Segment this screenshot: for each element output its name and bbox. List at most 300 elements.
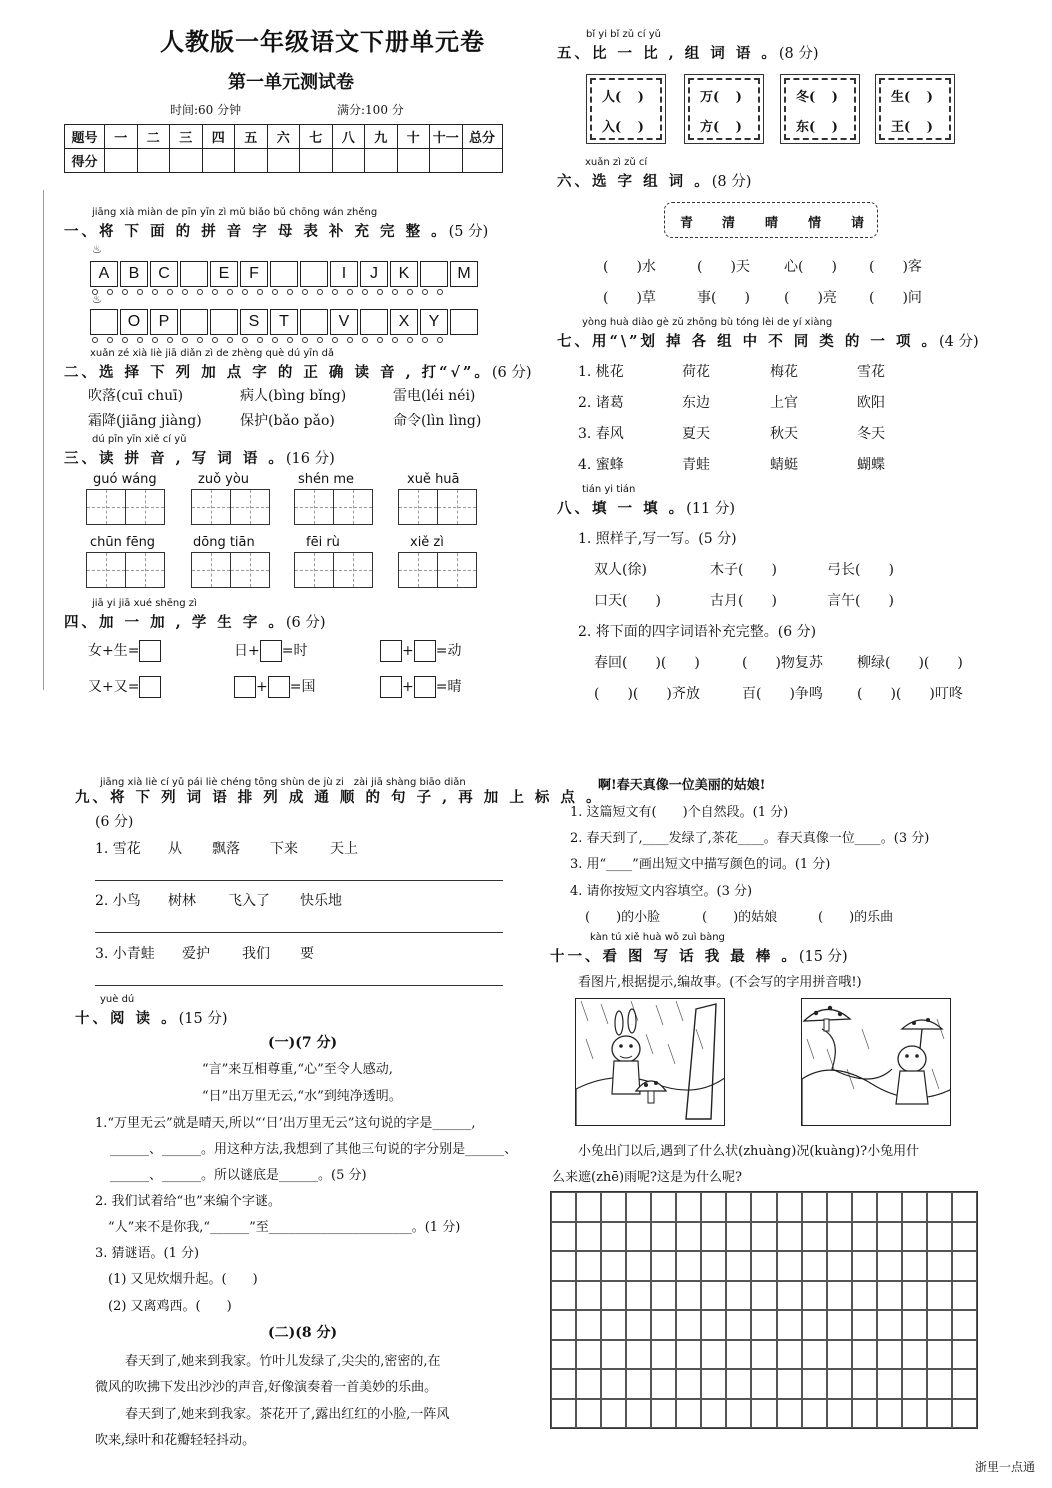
train-car[interactable]: T xyxy=(270,309,298,335)
reading-blank[interactable]: ( )的小脸 xyxy=(585,910,661,925)
train-car[interactable]: F xyxy=(240,261,268,287)
composition-cell[interactable] xyxy=(827,1369,852,1399)
word-pair-item[interactable]: 冬( ) xyxy=(796,90,838,105)
q4-pinyin: jiā yi jiā xué shēng zì xyxy=(92,598,197,609)
q7-option[interactable]: 2. 诸葛 xyxy=(578,395,624,411)
composition-cell[interactable] xyxy=(952,1251,977,1281)
composition-cell[interactable] xyxy=(751,1192,776,1222)
reading-blank[interactable]: ( )的乐曲 xyxy=(818,910,894,925)
q6-blank[interactable]: 事( ) xyxy=(697,290,750,306)
composition-cell[interactable] xyxy=(777,1369,802,1399)
part-one-heading: (一)(7 分) xyxy=(268,1035,338,1051)
q6-blank[interactable]: ( )水 xyxy=(603,259,656,275)
composition-cell[interactable] xyxy=(751,1281,776,1311)
train-car[interactable] xyxy=(450,309,478,335)
composition-cell[interactable] xyxy=(701,1369,726,1399)
q2-item[interactable]: 命令(lìn lìng) xyxy=(393,413,482,429)
composition-cell[interactable] xyxy=(852,1369,877,1399)
composition-cell[interactable] xyxy=(877,1340,902,1370)
train-car[interactable] xyxy=(300,261,328,287)
composition-cell[interactable] xyxy=(827,1222,852,1252)
rabbit-mushroom-picture xyxy=(801,998,951,1126)
composition-cell[interactable] xyxy=(726,1399,751,1429)
score-input[interactable] xyxy=(235,149,268,173)
composition-cell[interactable] xyxy=(601,1251,626,1281)
q7-option[interactable]: 东边 xyxy=(682,395,710,411)
q10-title: 十、阅 读 。(15 分) xyxy=(75,1010,228,1027)
answer-box[interactable] xyxy=(234,676,256,698)
composition-cell[interactable] xyxy=(601,1340,626,1370)
train-car[interactable] xyxy=(360,309,388,335)
q7-option[interactable]: 4. 蜜蜂 xyxy=(578,457,624,473)
train-car[interactable]: S xyxy=(240,309,268,335)
riddle-answer[interactable]: (2) 又离鸡西。( ) xyxy=(108,1299,232,1314)
score-table xyxy=(64,124,503,173)
composition-cell[interactable] xyxy=(852,1281,877,1311)
composition-cell[interactable] xyxy=(701,1222,726,1252)
score-input[interactable] xyxy=(170,149,203,173)
q6-blank[interactable]: ( )草 xyxy=(603,290,656,306)
composition-cell[interactable] xyxy=(726,1222,751,1252)
composition-cell[interactable] xyxy=(726,1281,751,1311)
writing-cell[interactable] xyxy=(86,489,126,525)
composition-cell[interactable] xyxy=(927,1340,952,1370)
score-input[interactable] xyxy=(105,149,138,173)
composition-cell[interactable] xyxy=(676,1192,701,1222)
composition-cell[interactable] xyxy=(676,1310,701,1340)
q7-option[interactable]: 雪花 xyxy=(857,364,885,380)
composition-cell[interactable] xyxy=(726,1251,751,1281)
composition-cell[interactable] xyxy=(576,1251,601,1281)
q8-blank[interactable]: 口天( ) xyxy=(594,593,661,609)
q7-option[interactable]: 上官 xyxy=(770,395,798,411)
score-input[interactable] xyxy=(202,149,235,173)
composition-grid[interactable] xyxy=(550,1191,978,1429)
train-car[interactable]: C xyxy=(150,261,178,287)
writing-cell[interactable] xyxy=(86,552,126,588)
q8-blank[interactable]: ( )( )叮咚 xyxy=(857,686,963,702)
composition-cell[interactable] xyxy=(551,1251,576,1281)
composition-cell[interactable] xyxy=(852,1222,877,1252)
composition-cell[interactable] xyxy=(952,1281,977,1311)
q4-equation: 又+又= xyxy=(88,676,161,698)
reading-question[interactable]: “人”来不是你我,“______”至______________________。(1 分) xyxy=(108,1220,461,1235)
composition-cell[interactable] xyxy=(676,1251,701,1281)
score-input[interactable] xyxy=(332,149,365,173)
writing-cell[interactable] xyxy=(230,489,270,525)
q9-word: 爱护 xyxy=(182,946,210,962)
score-input[interactable] xyxy=(365,149,398,173)
composition-cell[interactable] xyxy=(751,1399,776,1429)
composition-cell[interactable] xyxy=(751,1222,776,1252)
word-pair-item[interactable]: 王( ) xyxy=(891,120,933,135)
train-car[interactable]: I xyxy=(330,261,358,287)
composition-cell[interactable] xyxy=(802,1251,827,1281)
composition-cell[interactable] xyxy=(902,1281,927,1311)
composition-cell[interactable] xyxy=(726,1192,751,1222)
letter-train-1 xyxy=(90,261,480,291)
composition-cell[interactable] xyxy=(802,1281,827,1311)
composition-cell[interactable] xyxy=(551,1399,576,1429)
composition-cell[interactable] xyxy=(751,1369,776,1399)
composition-cell[interactable] xyxy=(676,1281,701,1311)
train-car[interactable]: M xyxy=(450,261,478,287)
train-car[interactable]: Y xyxy=(420,309,448,335)
composition-cell[interactable] xyxy=(927,1281,952,1311)
train-car[interactable]: X xyxy=(390,309,418,335)
composition-cell[interactable] xyxy=(576,1399,601,1429)
composition-cell[interactable] xyxy=(601,1310,626,1340)
q4-equation: 日+ =时 xyxy=(234,640,307,662)
exam-time: 时间:60 分钟 xyxy=(170,103,242,117)
q2-item[interactable]: 霜降(jiāng jiàng) xyxy=(88,413,202,429)
smoke-icon: ♨ xyxy=(92,293,102,306)
train-car[interactable] xyxy=(180,309,208,335)
composition-cell[interactable] xyxy=(576,1369,601,1399)
q8-blank[interactable]: 古月( ) xyxy=(710,593,777,609)
composition-cell[interactable] xyxy=(777,1222,802,1252)
score-input[interactable] xyxy=(137,149,170,173)
margin-line xyxy=(43,190,44,690)
q7-option[interactable]: 冬天 xyxy=(857,426,885,442)
composition-cell[interactable] xyxy=(701,1399,726,1429)
writing-cell[interactable] xyxy=(230,552,270,588)
composition-cell[interactable] xyxy=(902,1399,927,1429)
q8-blank[interactable]: 春回( )( ) xyxy=(594,655,700,671)
composition-cell[interactable] xyxy=(576,1281,601,1311)
composition-cell[interactable] xyxy=(601,1399,626,1429)
answer-box[interactable] xyxy=(260,640,282,662)
composition-cell[interactable] xyxy=(802,1399,827,1429)
composition-cell[interactable] xyxy=(852,1340,877,1370)
composition-cell[interactable] xyxy=(701,1310,726,1340)
composition-cell[interactable] xyxy=(551,1369,576,1399)
writing-cell[interactable] xyxy=(398,489,438,525)
composition-cell[interactable] xyxy=(802,1340,827,1370)
train-car[interactable] xyxy=(210,309,238,335)
composition-cell[interactable] xyxy=(802,1222,827,1252)
answer-box[interactable] xyxy=(414,640,436,662)
composition-cell[interactable] xyxy=(651,1192,676,1222)
train-car[interactable]: E xyxy=(210,261,238,287)
composition-cell[interactable] xyxy=(701,1281,726,1311)
q7-option[interactable]: 秋天 xyxy=(770,426,798,442)
word-pair-item[interactable]: 方( ) xyxy=(700,120,742,135)
q9-word: 天上 xyxy=(330,841,358,857)
composition-cell[interactable] xyxy=(601,1222,626,1252)
q6-blank[interactable]: ( )问 xyxy=(869,290,922,306)
q7-option[interactable]: 夏天 xyxy=(682,426,710,442)
composition-cell[interactable] xyxy=(576,1310,601,1340)
word-pair-item[interactable]: 人( ) xyxy=(602,90,644,105)
composition-cell[interactable] xyxy=(626,1399,651,1429)
composition-cell[interactable] xyxy=(902,1222,927,1252)
q8-blank[interactable]: 弓长( ) xyxy=(827,562,894,578)
composition-cell[interactable] xyxy=(952,1192,977,1222)
q9-points: (6 分) xyxy=(95,814,134,830)
train-car[interactable] xyxy=(180,261,208,287)
writing-cell[interactable] xyxy=(333,552,373,588)
writing-cell[interactable] xyxy=(294,489,334,525)
score-input[interactable] xyxy=(267,149,300,173)
writing-cell[interactable] xyxy=(191,552,231,588)
q9-word: 3. 小青蛙 xyxy=(95,946,155,962)
reading-question: 3. 猜谜语。(1 分) xyxy=(95,1246,200,1261)
writing-cell[interactable] xyxy=(125,489,165,525)
composition-cell[interactable] xyxy=(676,1399,701,1429)
reading-question[interactable]: 2. 春天到了,____发绿了,茶花____。春天真像一位____。(3 分) xyxy=(570,831,930,846)
score-input[interactable] xyxy=(300,149,333,173)
q6-blank[interactable]: ( )亮 xyxy=(784,290,837,306)
riddle-answer[interactable]: (1) 又见炊烟升起。( ) xyxy=(108,1272,258,1287)
score-cell: 八 xyxy=(332,125,365,149)
composition-cell[interactable] xyxy=(576,1222,601,1252)
composition-cell[interactable] xyxy=(651,1399,676,1429)
composition-cell[interactable] xyxy=(927,1310,952,1340)
reading-question: 2. 我们试着给“也”来编个字谜。 xyxy=(95,1194,281,1209)
composition-cell[interactable] xyxy=(676,1340,701,1370)
composition-cell[interactable] xyxy=(852,1251,877,1281)
composition-cell[interactable] xyxy=(777,1310,802,1340)
composition-cell[interactable] xyxy=(902,1369,927,1399)
q8-blank[interactable]: ( )( )齐放 xyxy=(594,686,700,702)
writing-cell[interactable] xyxy=(125,552,165,588)
composition-cell[interactable] xyxy=(877,1399,902,1429)
composition-cell[interactable] xyxy=(927,1192,952,1222)
composition-cell[interactable] xyxy=(827,1340,852,1370)
composition-cell[interactable] xyxy=(902,1192,927,1222)
composition-cell[interactable] xyxy=(952,1310,977,1340)
score-input[interactable] xyxy=(462,149,502,173)
composition-cell[interactable] xyxy=(576,1192,601,1222)
writing-cell[interactable] xyxy=(294,552,334,588)
composition-cell[interactable] xyxy=(751,1340,776,1370)
composition-cell[interactable] xyxy=(777,1399,802,1429)
composition-cell[interactable] xyxy=(952,1399,977,1429)
q2-item[interactable]: 病人(bìng bǐng) xyxy=(240,388,347,404)
composition-cell[interactable] xyxy=(827,1310,852,1340)
composition-cell[interactable] xyxy=(651,1251,676,1281)
composition-cell[interactable] xyxy=(802,1310,827,1340)
composition-cell[interactable] xyxy=(927,1222,952,1252)
answer-line[interactable] xyxy=(95,985,503,986)
composition-cell[interactable] xyxy=(902,1251,927,1281)
q7-option[interactable]: 蝴蝶 xyxy=(857,457,885,473)
composition-cell[interactable] xyxy=(877,1222,902,1252)
composition-cell[interactable] xyxy=(651,1281,676,1311)
composition-cell[interactable] xyxy=(927,1399,952,1429)
composition-cell[interactable] xyxy=(852,1192,877,1222)
train-car[interactable] xyxy=(270,261,298,287)
composition-cell[interactable] xyxy=(651,1310,676,1340)
composition-cell[interactable] xyxy=(827,1192,852,1222)
composition-cell[interactable] xyxy=(952,1222,977,1252)
story-text: 春天到了,她来到我家。茶花开了,露出红红的小脸,一阵风 xyxy=(125,1407,450,1422)
q7-option[interactable]: 蜻蜓 xyxy=(770,457,798,473)
writing-cell[interactable] xyxy=(437,489,477,525)
part-two-heading: (二)(8 分) xyxy=(268,1325,338,1341)
composition-cell[interactable] xyxy=(551,1192,576,1222)
train-car[interactable]: J xyxy=(360,261,388,287)
writing-cell[interactable] xyxy=(191,489,231,525)
train-car[interactable]: O xyxy=(120,309,148,335)
composition-cell[interactable] xyxy=(777,1281,802,1311)
composition-cell[interactable] xyxy=(701,1251,726,1281)
char-choice: 清 xyxy=(722,216,736,231)
composition-cell[interactable] xyxy=(777,1251,802,1281)
q9-pinyin: jiāng xià liè cí yǔ pái liè chéng tōng shùn de jù zi zài jiā shàng biāo diǎn xyxy=(100,777,466,788)
composition-cell[interactable] xyxy=(827,1281,852,1311)
q7-option[interactable]: 1. 桃花 xyxy=(578,364,624,380)
word-pair-item[interactable]: 生( ) xyxy=(891,90,933,105)
composition-cell[interactable] xyxy=(726,1310,751,1340)
q7-option[interactable]: 荷花 xyxy=(682,364,710,380)
q8-blank[interactable]: 双人(徐) xyxy=(594,562,647,578)
composition-cell[interactable] xyxy=(751,1310,776,1340)
answer-box[interactable] xyxy=(380,640,402,662)
composition-cell[interactable] xyxy=(676,1369,701,1399)
q2-item[interactable]: 保护(bǎo pǎo) xyxy=(240,413,335,429)
composition-cell[interactable] xyxy=(751,1251,776,1281)
q7-option[interactable]: 青蛙 xyxy=(682,457,710,473)
composition-cell[interactable] xyxy=(551,1281,576,1311)
composition-cell[interactable] xyxy=(701,1340,726,1370)
composition-cell[interactable] xyxy=(626,1251,651,1281)
q8-sub2: 2. 将下面的四字词语补充完整。(6 分) xyxy=(578,624,817,640)
answer-box[interactable] xyxy=(414,676,436,698)
composition-cell[interactable] xyxy=(626,1222,651,1252)
q7-option[interactable]: 3. 春风 xyxy=(578,426,624,442)
composition-cell[interactable] xyxy=(551,1310,576,1340)
composition-cell[interactable] xyxy=(877,1251,902,1281)
q8-blank[interactable]: 百( )争鸣 xyxy=(742,686,823,702)
q8-blank[interactable]: 木子( ) xyxy=(710,562,777,578)
composition-cell[interactable] xyxy=(777,1192,802,1222)
q6-pinyin: xuǎn zì zǔ cí xyxy=(585,157,648,168)
q9-word: 下来 xyxy=(270,841,298,857)
story-text: 吹来,绿叶和花瓣轻轻抖动。 xyxy=(95,1433,256,1448)
score-cell: 二 xyxy=(137,125,170,149)
composition-cell[interactable] xyxy=(601,1281,626,1311)
composition-cell[interactable] xyxy=(902,1340,927,1370)
reading-question[interactable]: 1. 这篇短文有( )个自然段。(1 分) xyxy=(570,805,789,820)
composition-cell[interactable] xyxy=(877,1310,902,1340)
answer-box[interactable] xyxy=(139,676,161,698)
composition-cell[interactable] xyxy=(626,1340,651,1370)
train-car[interactable]: P xyxy=(150,309,178,335)
q8-blank[interactable]: 言午( ) xyxy=(827,593,894,609)
reading-blank[interactable]: ( )的姑娘 xyxy=(702,910,778,925)
composition-cell[interactable] xyxy=(927,1251,952,1281)
train-car[interactable] xyxy=(300,309,328,335)
composition-cell[interactable] xyxy=(802,1369,827,1399)
composition-cell[interactable] xyxy=(551,1340,576,1370)
composition-cell[interactable] xyxy=(726,1340,751,1370)
composition-cell[interactable] xyxy=(626,1369,651,1399)
composition-cell[interactable] xyxy=(927,1369,952,1399)
composition-cell[interactable] xyxy=(626,1310,651,1340)
q8-blank[interactable]: ( )物复苏 xyxy=(742,655,823,671)
q2-item[interactable]: 吹落(cuī chuī) xyxy=(88,388,184,404)
composition-cell[interactable] xyxy=(952,1340,977,1370)
writing-cell[interactable] xyxy=(333,489,373,525)
q8-blank[interactable]: 柳绿( )( ) xyxy=(857,655,963,671)
score-input[interactable] xyxy=(397,149,430,173)
q6-blank[interactable]: 心( ) xyxy=(784,259,837,275)
page-subtitle: 第一单元测试卷 xyxy=(228,72,354,93)
train-car[interactable] xyxy=(420,261,448,287)
composition-cell[interactable] xyxy=(777,1340,802,1370)
composition-cell[interactable] xyxy=(877,1369,902,1399)
composition-cell[interactable] xyxy=(601,1192,626,1222)
train-car[interactable]: V xyxy=(330,309,358,335)
word-pair-item[interactable]: 入( ) xyxy=(602,120,644,135)
answer-box[interactable] xyxy=(380,676,402,698)
composition-cell[interactable] xyxy=(651,1222,676,1252)
composition-cell[interactable] xyxy=(877,1281,902,1311)
q4-equation: + =国 xyxy=(234,676,315,698)
train-car[interactable] xyxy=(90,309,118,335)
word-pair-item[interactable]: 万( ) xyxy=(700,90,742,105)
composition-cell[interactable] xyxy=(626,1281,651,1311)
composition-cell[interactable] xyxy=(827,1251,852,1281)
rabbit-rain-picture xyxy=(575,998,725,1126)
q7-option[interactable]: 梅花 xyxy=(770,364,798,380)
answer-line[interactable] xyxy=(95,932,503,933)
train-car[interactable]: A xyxy=(90,261,118,287)
composition-cell[interactable] xyxy=(626,1192,651,1222)
answer-box[interactable] xyxy=(268,676,290,698)
composition-cell[interactable] xyxy=(902,1310,927,1340)
composition-cell[interactable] xyxy=(952,1369,977,1399)
train-car[interactable]: K xyxy=(390,261,418,287)
composition-cell[interactable] xyxy=(551,1222,576,1252)
writing-cell[interactable] xyxy=(398,552,438,588)
answer-box[interactable] xyxy=(139,640,161,662)
q6-blank[interactable]: ( )天 xyxy=(697,259,750,275)
word-pair-item[interactable]: 东( ) xyxy=(796,120,838,135)
q3-word-pinyin: shén me xyxy=(298,472,355,487)
composition-cell[interactable] xyxy=(877,1192,902,1222)
composition-cell[interactable] xyxy=(852,1310,877,1340)
composition-cell[interactable] xyxy=(827,1399,852,1429)
q9-word: 飞入了 xyxy=(228,893,270,909)
q3-pinyin: dú pīn yīn xiě cí yǔ xyxy=(92,434,187,445)
q9-word: 飘落 xyxy=(212,841,240,857)
composition-cell[interactable] xyxy=(852,1399,877,1429)
q7-option[interactable]: 欧阳 xyxy=(857,395,885,411)
score-input[interactable] xyxy=(430,149,463,173)
q6-blank[interactable]: ( )客 xyxy=(869,259,922,275)
word-pair-stamp xyxy=(590,78,662,140)
answer-line[interactable] xyxy=(95,880,503,881)
train-car[interactable]: B xyxy=(120,261,148,287)
writing-cell[interactable] xyxy=(437,552,477,588)
composition-cell[interactable] xyxy=(651,1369,676,1399)
score-cell: 五 xyxy=(235,125,268,149)
composition-cell[interactable] xyxy=(651,1340,676,1370)
q11-prompt: 小兔出门以后,遇到了什么状(zhuàng)况(kuàng)?小兔用什 xyxy=(578,1144,920,1159)
composition-cell[interactable] xyxy=(676,1222,701,1252)
composition-cell[interactable] xyxy=(726,1369,751,1399)
composition-cell[interactable] xyxy=(802,1192,827,1222)
composition-cell[interactable] xyxy=(601,1369,626,1399)
reading-question: ______、______。用这种方法,我想到了其他三句说的字分别是______、 xyxy=(110,1142,518,1157)
composition-cell[interactable] xyxy=(576,1340,601,1370)
score-cell: 十一 xyxy=(430,125,463,149)
q2-item[interactable]: 雷电(léi néi) xyxy=(393,388,476,404)
composition-cell[interactable] xyxy=(701,1192,726,1222)
